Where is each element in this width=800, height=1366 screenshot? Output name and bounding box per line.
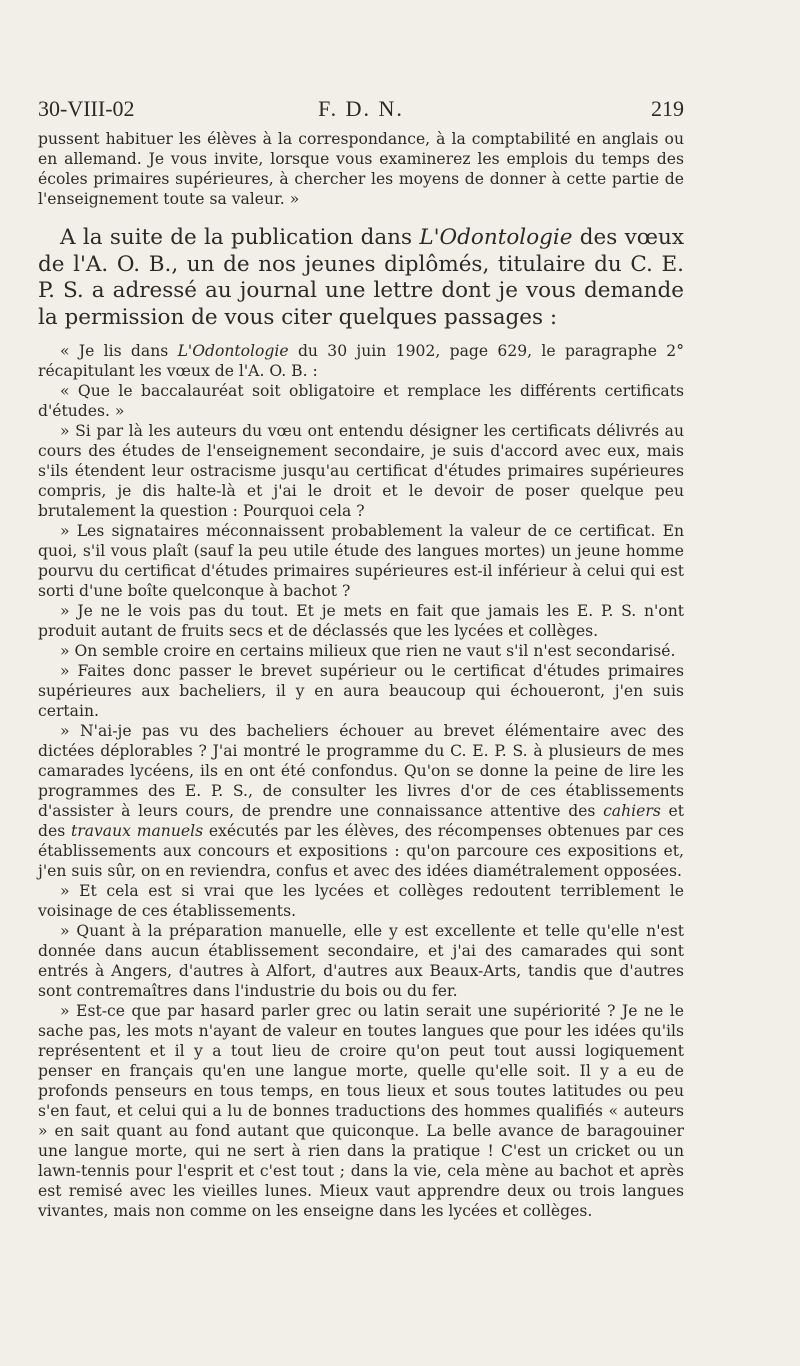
paragraph-intro <box>38 225 684 331</box>
journal-title: L'Odontologie <box>177 342 289 360</box>
quote-paragraph: » Je ne le vois pas du tout. Et je mets en fait que jamais les E. P. S. n'ont produit autant de fruits secs et de déclassés que les lycées et collèges. <box>38 602 684 640</box>
quote-paragraph <box>38 341 684 381</box>
journal-title: L'Odontologie <box>419 225 573 250</box>
text-run: et des <box>38 802 684 840</box>
running-header <box>38 96 684 126</box>
header-date: 30-VIII-02 <box>38 96 135 121</box>
quote-paragraph: » Faites donc passer le brevet supérieur ou le certificat d'études primaires supérieures aux bacheliers, il y en aura beaucoup qui échoueront, j'en suis certain. <box>38 662 684 720</box>
text-run: « Je lis dans <box>60 342 178 360</box>
italic-term: cahiers <box>603 802 661 820</box>
quote-paragraph: » Est-ce que par hasard parler grec ou latin serait une supériorité ? Je ne le sache pas, les mots n'ayant de valeur en toutes langues que pour les idées qu'ils représentent et il y a tout lieu de croire qu'on peut tout aussi logiquement penser en français qu'en une langue morte, quelle qu'elle soit. Il y a eu de profonds penseurs en tous temps, en tous lieux et sous toutes latitudes ou peu s'en faut, et celui qui a lu de bonnes traductions des hommes qualifiés « auteurs » en sait quant au fond autant que quiconque. La belle avance de baragouiner une langue morte, qui ne sert à rien dans la pratique ! C'est un cricket ou un lawn-tennis pour l'esprit et c'est tout ; dans la vie, cela mène au bachot et après est remisé avec les vieilles lunes. Mieux vaut apprendre deux ou trois langues vivantes, mais non comme on les enseigne dans les lycées et collèges. <box>38 1002 684 1220</box>
paragraph-continuation: pussent habituer les élèves à la correspondance, à la comptabilité en anglais ou en allemand. Je vous invite, lorsque vous examinerez les emplois du temps des écoles primaires supérieures, à chercher les moyens de donner à cette partie de l'enseignement toute sa valeur. » <box>38 130 684 208</box>
header-title: F. D. N. <box>318 96 404 121</box>
quote-paragraph: » Et cela est si vrai que les lycées et collèges redoutent terriblement le voisinage de ces établissements. <box>38 882 684 920</box>
quote-paragraph: » Si par là les auteurs du vœu ont entendu désigner les certificats délivrés au cours des études de l'enseignement secondaire, je suis d'accord avec eux, mais s'ils étendent leur ostracisme jusqu'au certificat d'études primaires supérieures compris, je dis halte-là et j'ai le droit et le devoir de poser quelque peu brutalement la question : Pourquoi cela ? <box>38 422 684 520</box>
quote-paragraph: » Les signataires méconnaissent probablement la valeur de ce certificat. En quoi, s'il vous plaît (sauf la peu utile étude des langues mortes) un jeune homme pourvu du certificat d'études primaires supérieures est-il inférieur à celui qui est sorti d'une boîte quelconque à bachot ? <box>38 522 684 600</box>
text-run: du 30 juin 1902, page 629, le paragraphe 2° récapitulant les vœux de l'A. O. B. : <box>38 342 684 380</box>
quote-paragraph: » Quant à la préparation manuelle, elle y est excellente et telle qu'elle n'est donnée dans aucun établissement secondaire, et j'ai des camarades qui sont entrés à Angers, d'autres à Alfort, d'autres aux Beaux-Arts, tandis que d'autres sont contremaîtres dans l'industrie du bois ou du fer. <box>38 922 684 1000</box>
text-run: A la suite de la publication dans <box>60 225 420 250</box>
italic-term: travaux manuels <box>70 822 204 840</box>
quote-paragraph: « Que le baccalauréat soit obligatoire et remplace les différents certificats d'études. » <box>38 382 684 420</box>
quote-paragraph: » On semble croire en certains milieux que rien ne vaut s'il n'est secondarisé. <box>60 642 676 660</box>
body-text <box>38 129 684 1221</box>
page-number: 219 <box>651 96 684 121</box>
text-run: des vœux de l'A. O. B., un de nos jeunes diplômés, titulaire du C. E. P. S. a adressé au journal une lettre dont je vous demande la permission de vous citer quelques passages : <box>38 225 684 330</box>
text-run: » N'ai-je pas vu des bacheliers échouer au brevet élémentaire avec des dictées déplorables ? J'ai montré le programme du C. E. P. S. à plusieurs de mes camarades lycéens, ils en ont été confondus. Qu'on se donne la peine de lire les programmes des E. P. S., de consulter les livres d'or de ces établissements d'assister à leurs cours, de prendre une connaissance attentive des <box>38 722 684 820</box>
text-run: exécutés par les élèves, des récompenses obtenues par ces établissements aux concours et expositions : qu'on parcoure ces expositions et, j'en suis sûr, on en reviendra, confus et avec des idées diamétralement opposées. <box>38 822 685 880</box>
quote-paragraph <box>38 721 684 881</box>
